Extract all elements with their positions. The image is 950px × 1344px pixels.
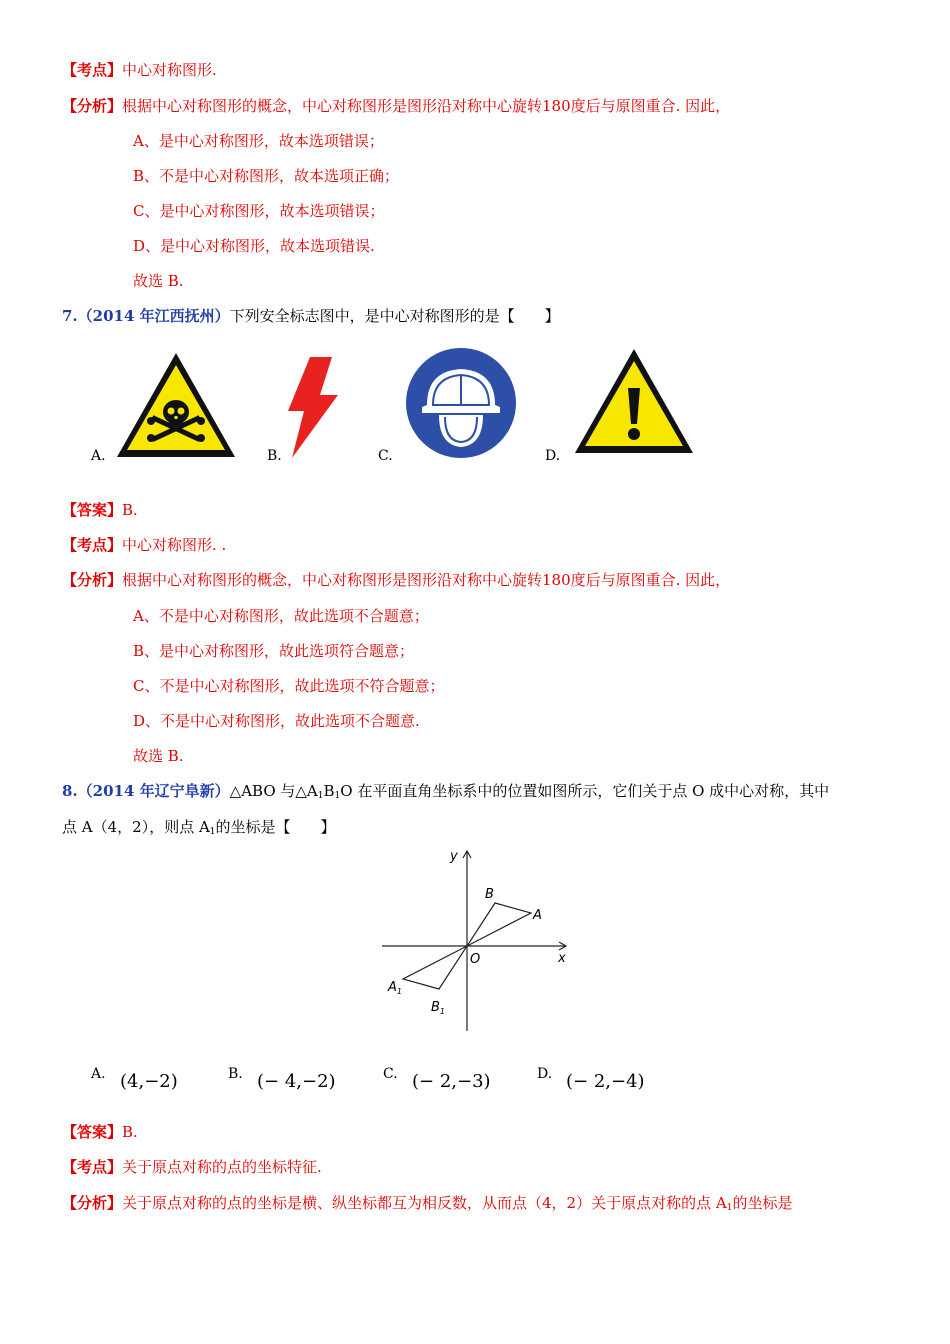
question-text-c: O 在平面直角坐标系中的位置如图所示，它们关于点 O 成中心对称，其中: [340, 782, 830, 800]
subscript: 1: [334, 791, 341, 801]
option-label-c: C.: [383, 1066, 398, 1082]
y-axis-label: y: [450, 849, 458, 864]
exclamation-warning-sign-icon: [572, 346, 696, 456]
lightning-bolt-icon: [286, 355, 342, 460]
fenxi-text: 根据中心对称图形的概念，中心对称图形是图形沿对称中心旋转180度后与原图重合. 因此，: [122, 571, 731, 589]
kaodian-text: 中心对称图形. .: [122, 536, 227, 554]
triangle-a1b1o: [403, 946, 467, 989]
fenxi-text-a: 关于原点对称的点的坐标是横、纵坐标都互为相反数，从而点（4，2）关于原点对称的点 A: [122, 1194, 727, 1212]
option-value-b: (− 4,−2): [257, 1071, 336, 1092]
coordinate-figure: [378, 843, 578, 1035]
option-label-d: D.: [537, 1066, 553, 1082]
option-label-b: B.: [267, 448, 282, 464]
fenxi-text-b: 的坐标是: [732, 1194, 793, 1212]
point-b1-label: $B_1$: [431, 1000, 446, 1016]
fenxi-line-7: [62, 570, 730, 590]
question-number: 7.: [62, 307, 78, 325]
fenxi-tag: 【分析】: [62, 1194, 123, 1212]
question-text: 下列安全标志图中，是中心对称图形的是【 】: [229, 307, 560, 325]
analysis-item: A、是中心对称图形，故本选项错误；: [133, 132, 384, 150]
question-8-stem: [62, 781, 829, 806]
question-text-a: △ABO 与△A: [229, 782, 318, 800]
analysis-conclusion: 故选 B.: [133, 272, 184, 290]
subscript: 1: [726, 1203, 733, 1213]
answer-text: B.: [122, 1123, 138, 1141]
triangle-abo: [467, 903, 531, 946]
question-8-stem-line2: [62, 817, 336, 842]
x-axis-label: x: [558, 951, 566, 966]
answer-line-8: [62, 1122, 138, 1142]
option-value-c: (− 2,−3): [412, 1071, 491, 1092]
answer-tag: 【答案】: [62, 1123, 123, 1141]
option-label-d: D.: [545, 448, 561, 464]
analysis-item: B、不是中心对称图形，故本选项正确；: [133, 167, 400, 185]
point-a-label: A: [533, 908, 542, 923]
question-number: 8.: [62, 782, 78, 800]
point-a1-label: $A_1$: [388, 980, 402, 996]
subscript: 1: [317, 791, 324, 801]
kaodian-line-1: [62, 60, 217, 80]
option-label-b: B.: [228, 1066, 243, 1082]
answer-tag: 【答案】: [62, 501, 123, 519]
fenxi-tag: 【分析】: [62, 97, 123, 115]
kaodian-tag: 【考点】: [62, 61, 123, 79]
subscript: 1: [209, 827, 216, 837]
question-7-stem: [62, 306, 560, 326]
analysis-item: A、不是中心对称图形，故此选项不合题意；: [133, 607, 429, 625]
question-source: （2014 年江西抚州）: [77, 307, 230, 325]
option-label-a: A.: [91, 1066, 106, 1082]
point-b-label: B: [485, 887, 494, 902]
kaodian-text: 中心对称图形.: [122, 61, 217, 79]
answer-line-7: [62, 500, 138, 520]
kaodian-tag: 【考点】: [62, 536, 123, 554]
option-value-d: (− 2,−4): [566, 1071, 645, 1092]
option-value-a: (4,−2): [120, 1071, 178, 1092]
kaodian-text: 关于原点对称的点的坐标特征.: [122, 1158, 322, 1176]
question-text-b: B: [323, 782, 335, 800]
fenxi-text: 根据中心对称图形的概念，中心对称图形是图形沿对称中心旋转180度后与原图重合. 因此，: [122, 97, 731, 115]
kaodian-line-8: [62, 1157, 322, 1177]
option-label-a: A.: [91, 448, 106, 464]
analysis-item: C、不是中心对称图形，故此选项不符合题意；: [133, 677, 445, 695]
fenxi-line-1: [62, 96, 730, 116]
kaodian-tag: 【考点】: [62, 1158, 123, 1176]
option-label-c: C.: [378, 448, 393, 464]
fenxi-tag: 【分析】: [62, 571, 123, 589]
answer-text: B.: [122, 501, 138, 519]
analysis-item: C、是中心对称图形，故本选项错误；: [133, 202, 385, 220]
analysis-conclusion: 故选 B.: [133, 747, 184, 765]
analysis-item: D、是中心对称图形，故本选项错误.: [133, 237, 375, 255]
kaodian-line-7: [62, 535, 226, 555]
skull-warning-sign-icon: [114, 350, 238, 460]
question-source: （2014 年辽宁阜新）: [77, 782, 230, 800]
helmet-sign-icon: [405, 347, 517, 459]
origin-label: O: [470, 952, 481, 967]
question-text-e: 的坐标是【 】: [215, 818, 336, 836]
analysis-item: D、不是中心对称图形，故此选项不合题意.: [133, 712, 420, 730]
question-text-d: 点 A（4，2），则点 A: [62, 818, 210, 836]
analysis-item: B、是中心对称图形，故此选项符合题意；: [133, 642, 415, 660]
fenxi-line-8: [62, 1193, 792, 1218]
